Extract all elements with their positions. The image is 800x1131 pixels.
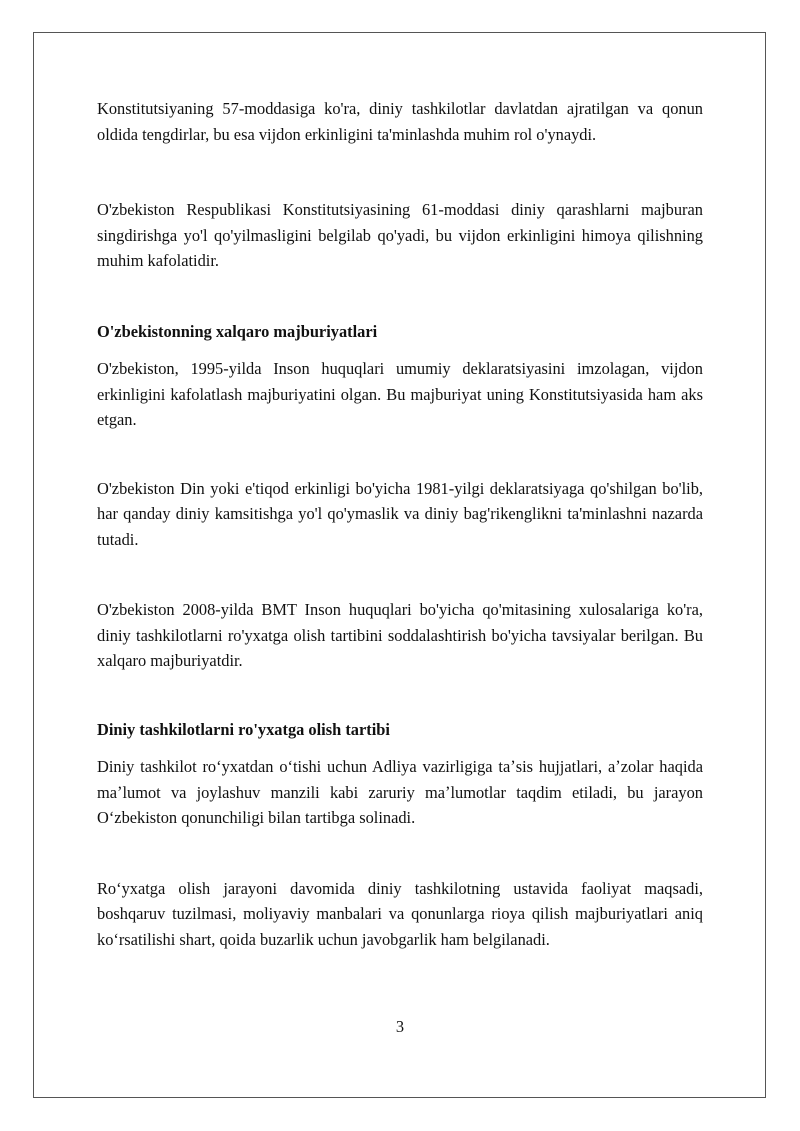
paragraph-registration-charter: Roʻyxatga olish jarayoni davomida diniy tashkilotning ustavida faoliyat maqsadi, boshqaruv tuzilmasi, moliyaviy manbalari va qonunlarga rioya qilish majburiyatlari aniq koʻrsatilishi shart, qoida buzarlik uchun javobgarlik ham belgilanadi. (97, 878, 703, 949)
paragraph-article-57: Konstitutsiyaning 57-moddasiga ko'ra, diniy tashkilotlar davlatdan ajratilgan va qonun oldida tengdirlar, bu esa vijdon erkinligini ta'minlashda muhim rol o'ynaydi. (97, 99, 703, 144)
paragraph-registration-documents: Diniy tashkilot roʻyxatdan oʻtishi uchun Adliya vazirligiga taʼsis hujjatlari, aʼzolar haqida maʼlumot va joylashuv manzili kabi zaruriy maʼlumotlar taqdim etiladi, bu jarayon Oʻzbekiston qonunchiligi bilan tartibga solinadi. (97, 757, 703, 827)
section-heading-international: O'zbekistonning xalqaro majburiyatlari (97, 321, 378, 341)
paragraph-1981-declaration: O'zbekiston Din yoki e'tiqod erkinligi bo'yicha 1981-yilgi deklaratsiyaga qo'shilgan bo'lib, har qanday diniy kamsitishga yo'l qo'ymaslik va diniy bag'rikenglikni ta'minlashni nazarda tutadi. (97, 478, 703, 549)
section-heading-registration: Diniy tashkilotlarni ro'yxatga olish tartibi (97, 719, 390, 739)
paragraph-article-61: O'zbekiston Respublikasi Konstitutsiyasining 61-moddasi diniy qarashlarni majburan singdirishga yo'l qo'yilmasligini belgilab qo'yadi, bu vijdon erkinligini himoya qilishning muhim kafolatidir. (97, 200, 703, 270)
document-body (97, 96, 703, 952)
page-number: 3 (395, 1017, 405, 1036)
paragraph-2008-un-committee: O'zbekiston 2008-yilda BMT Inson huquqlari bo'yicha qo'mitasining xulosalariga ko'ra, diniy tashkilotlarni ro'yxatga olish tartibini soddalashtirish bo'yicha tavsiyalar berilgan. Bu xalqaro majburiyatdir. (97, 600, 703, 670)
paragraph-1995-declaration: O'zbekiston, 1995-yilda Inson huquqlari umumiy deklaratsiyasini imzolagan, vijdon erkinligini kafolatlash majburiyatini olgan. Bu majburiyat uning Konstitutsiyasida ham aks etgan. (97, 359, 703, 429)
